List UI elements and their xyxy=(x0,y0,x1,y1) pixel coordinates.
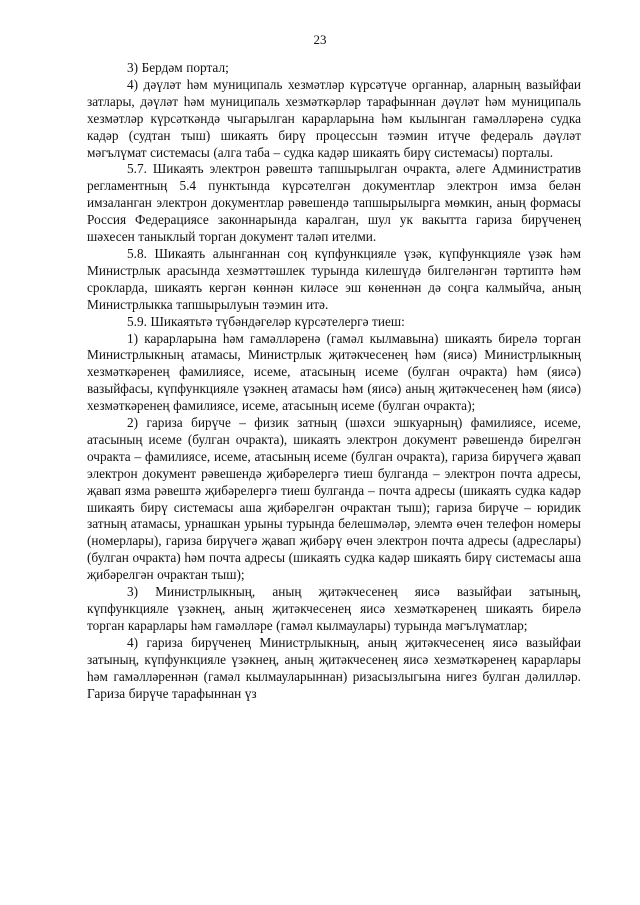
paragraph-requirement-2: 2) гариза бирүче – физик затның (шәхси эшкуарның) фамилиясе, исеме, атасының исеме (булган очракта), шикаять электрон документ рәвешендә бирелгән очракта – фамилиясе, исеме, атасының исеме (булган очракта), гариза бирүчегә җавап электрон документ рәвешендә җибәрелергә тиеш булганда – электрон почта адресы, җавап язма рәвештә җибәрелергә тиеш булганда – почта адресы (шикаять судка кадәр шикаять бирү системасы аша җибәрелгән очрактан тыш); гариза бирүче – юридик затның атамасы, урнашкан урыны турында белешмәләр, элемтә өчен телефон номеры (номерлары), гариза бирүчегә җавап җибәрү өчен электрон почта адресы (адреслары) (булган очракта) һәм почта адресы (шикаять судка кадәр шикаять бирү системасы аша җибәрелгән очрактан тыш); xyxy=(87,415,581,583)
paragraph-item-3: 3) Бердәм портал; xyxy=(127,60,229,75)
page-number: 23 xyxy=(313,32,327,47)
paragraph-item-4: 4) дәүләт һәм муниципаль хезмәтләр күрсәтүче органнар, аларның вазыйфаи затлары, дәүләт һәм муниципаль хезмәткәрләр тарафыннан дәүләт һәм муниципаль хезмәтләр күрсәткәндә чыгарылган карарларына һәм кылынган гамәлләренә судка кадәр (судтан тыш) шикаять бирү процессын тәэмин итүче федераль дәүләт мәгълүмат системасы (алга таба – судка кадәр шикаять бирү системасы) порталы. xyxy=(87,76,581,160)
paragraph-5-7: 5.7. Шикаять электрон рәвештә тапшырылган очракта, әлеге Административ регламентның 5.4 пунктында күрсәтелгән документлар электрон имза белән имзаланган электрон документлар рәвешендә тапшырылырга мөмкин, аның формасы Россия Федерациясе законнарында каралган, шул ук вакытта гариза бирүченең шәхесен таныклый торган документ таләп ителми. xyxy=(87,161,581,245)
document-body xyxy=(87,60,581,702)
paragraph-requirement-1: 1) карарларына һәм гамәлләренә (гамәл кылмавына) шикаять бирелә торган Министрлыкның атамасы, Министрлык җитәкчесенең һәм (яисә) Министрлыкның хезмәткәренең фамилиясе, исеме, атасының исеме (булган очракта) һәм (яисә) вазыйфасы, күпфункцияле үзәкнең атамасы һәм (яисә) аның җитәкчесенең һәм (яисә) хезмәткәренең фамилиясе, исеме, атасының исеме (булган очракта); xyxy=(87,330,581,414)
paragraph-5-9: 5.9. Шикаятьтә түбәндәгеләр күрсәтелергә тиеш: xyxy=(127,313,405,329)
paragraph-requirement-4: 4) гариза бирүченең Министрлыкның, аның җитәкчесенең яисә вазыйфаи затының, күпфункцияле үзәкнең, аның җитәкчесенең яисә хезмәткәренең карарлары һәм гамәлләреннән (гамәл кылмауларыннан) ризасызлыгына нигез булган дәлилләр. Гариза бирүче тарафыннан үз xyxy=(87,634,581,701)
paragraph-5-8: 5.8. Шикаять алынганнан соң күпфункцияле үзәк, күпфункцияле үзәк һәм Министрлык арасында хезмәттәшлек турында килешүдә билгеләнгән тәртиптә һәм срокларда, шикаять кергән көннән киләсе эш көненнән дә соңга калмыйча, аның Министрлыкка тапшырылуын тәэмин итә. xyxy=(87,245,581,312)
paragraph-requirement-3: 3) Министрлыкның, аның җитәкчесенең яисә вазыйфаи затының, күпфункцияле үзәкнең, аның җитәкчесенең яисә хезмәткәренең шикаять бирелә торган карарлары һәм гамәлләре (гамәл кылмаулары) турында мәгълүматлар; xyxy=(87,584,581,633)
